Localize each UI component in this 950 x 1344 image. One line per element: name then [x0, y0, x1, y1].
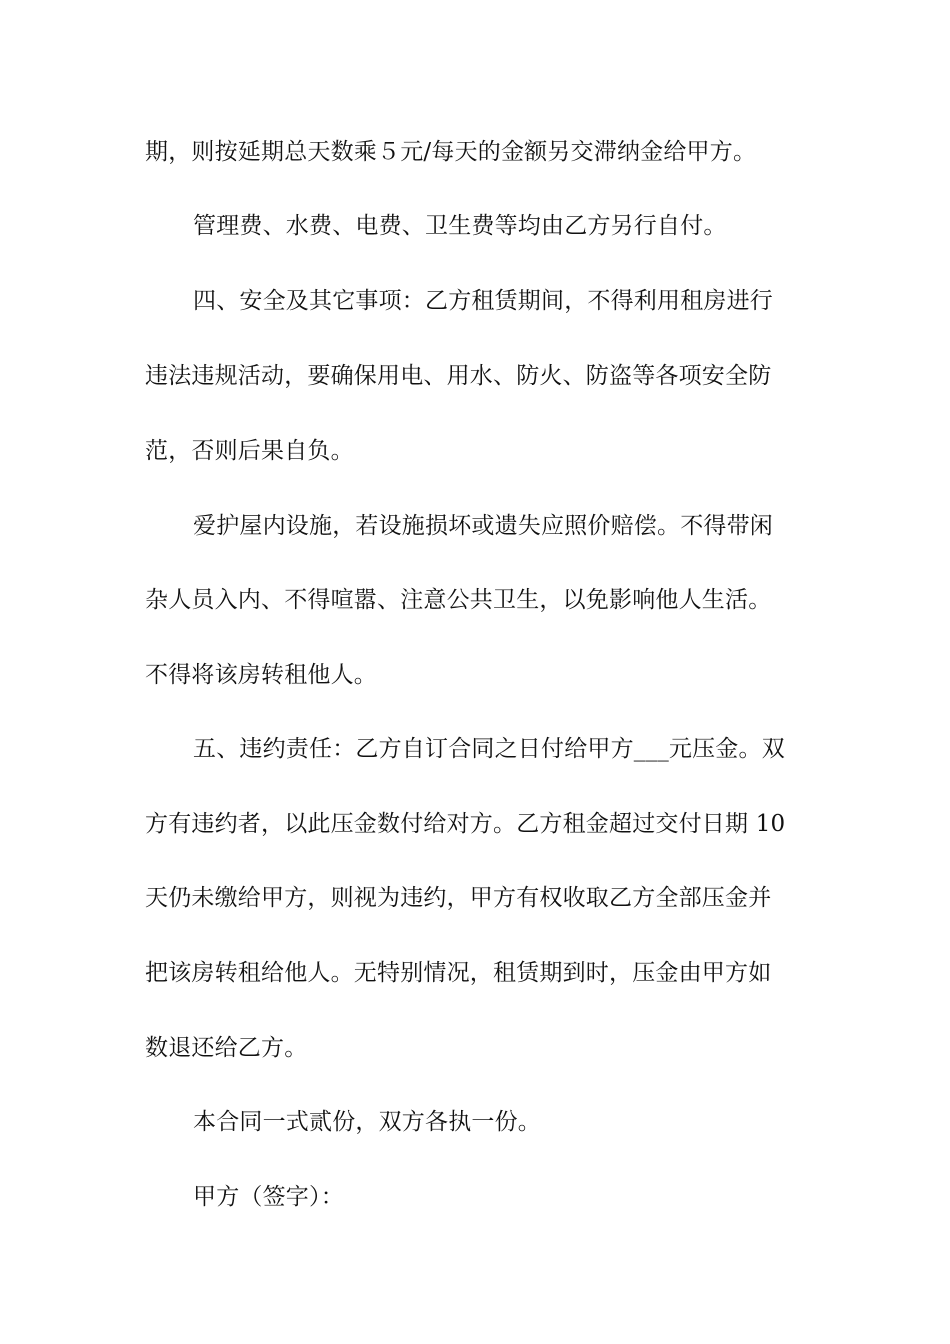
text-line: 管理费、水费、电费、卫生费等均由乙方另行自付。	[193, 213, 727, 239]
text-line: 数退还给乙方。	[145, 1035, 308, 1061]
text-line: 违法违规活动，要确保用电、用水、防火、防盗等各项安全防	[145, 363, 772, 389]
text-line: 本合同一式贰份，双方各执一份。	[193, 1109, 541, 1135]
text-line: 五、违约责任：乙方自订合同之日付给甲方___元压金。双	[193, 736, 785, 762]
text-line: 期，则按延期总天数乘５元/每天的金额另交滞纳金给甲方。	[145, 139, 757, 165]
text-line: 范，否则后果自负。	[145, 438, 354, 464]
text-line: 不得将该房转租他人。	[145, 662, 377, 688]
text-line: 四、安全及其它事项：乙方租赁期间，不得利用租房进行	[193, 288, 773, 314]
text-line: 爱护屋内设施，若设施损坏或遗失应照价赔偿。不得带闲	[193, 513, 773, 539]
text-line: 杂人员入内、不得喧嚣、注意公共卫生，以免影响他人生活。	[145, 587, 772, 613]
text-line: 天仍未缴给甲方，则视为违约，甲方有权收取乙方全部压金并	[145, 885, 772, 911]
text-line: 把该房转租给他人。无特别情况，租赁期到时，压金由甲方如	[145, 960, 772, 986]
signature-label: 甲方（签字）：	[193, 1184, 344, 1210]
text-line: 方有违约者，以此压金数付给对方。乙方租金超过交付日期 10	[145, 811, 786, 837]
